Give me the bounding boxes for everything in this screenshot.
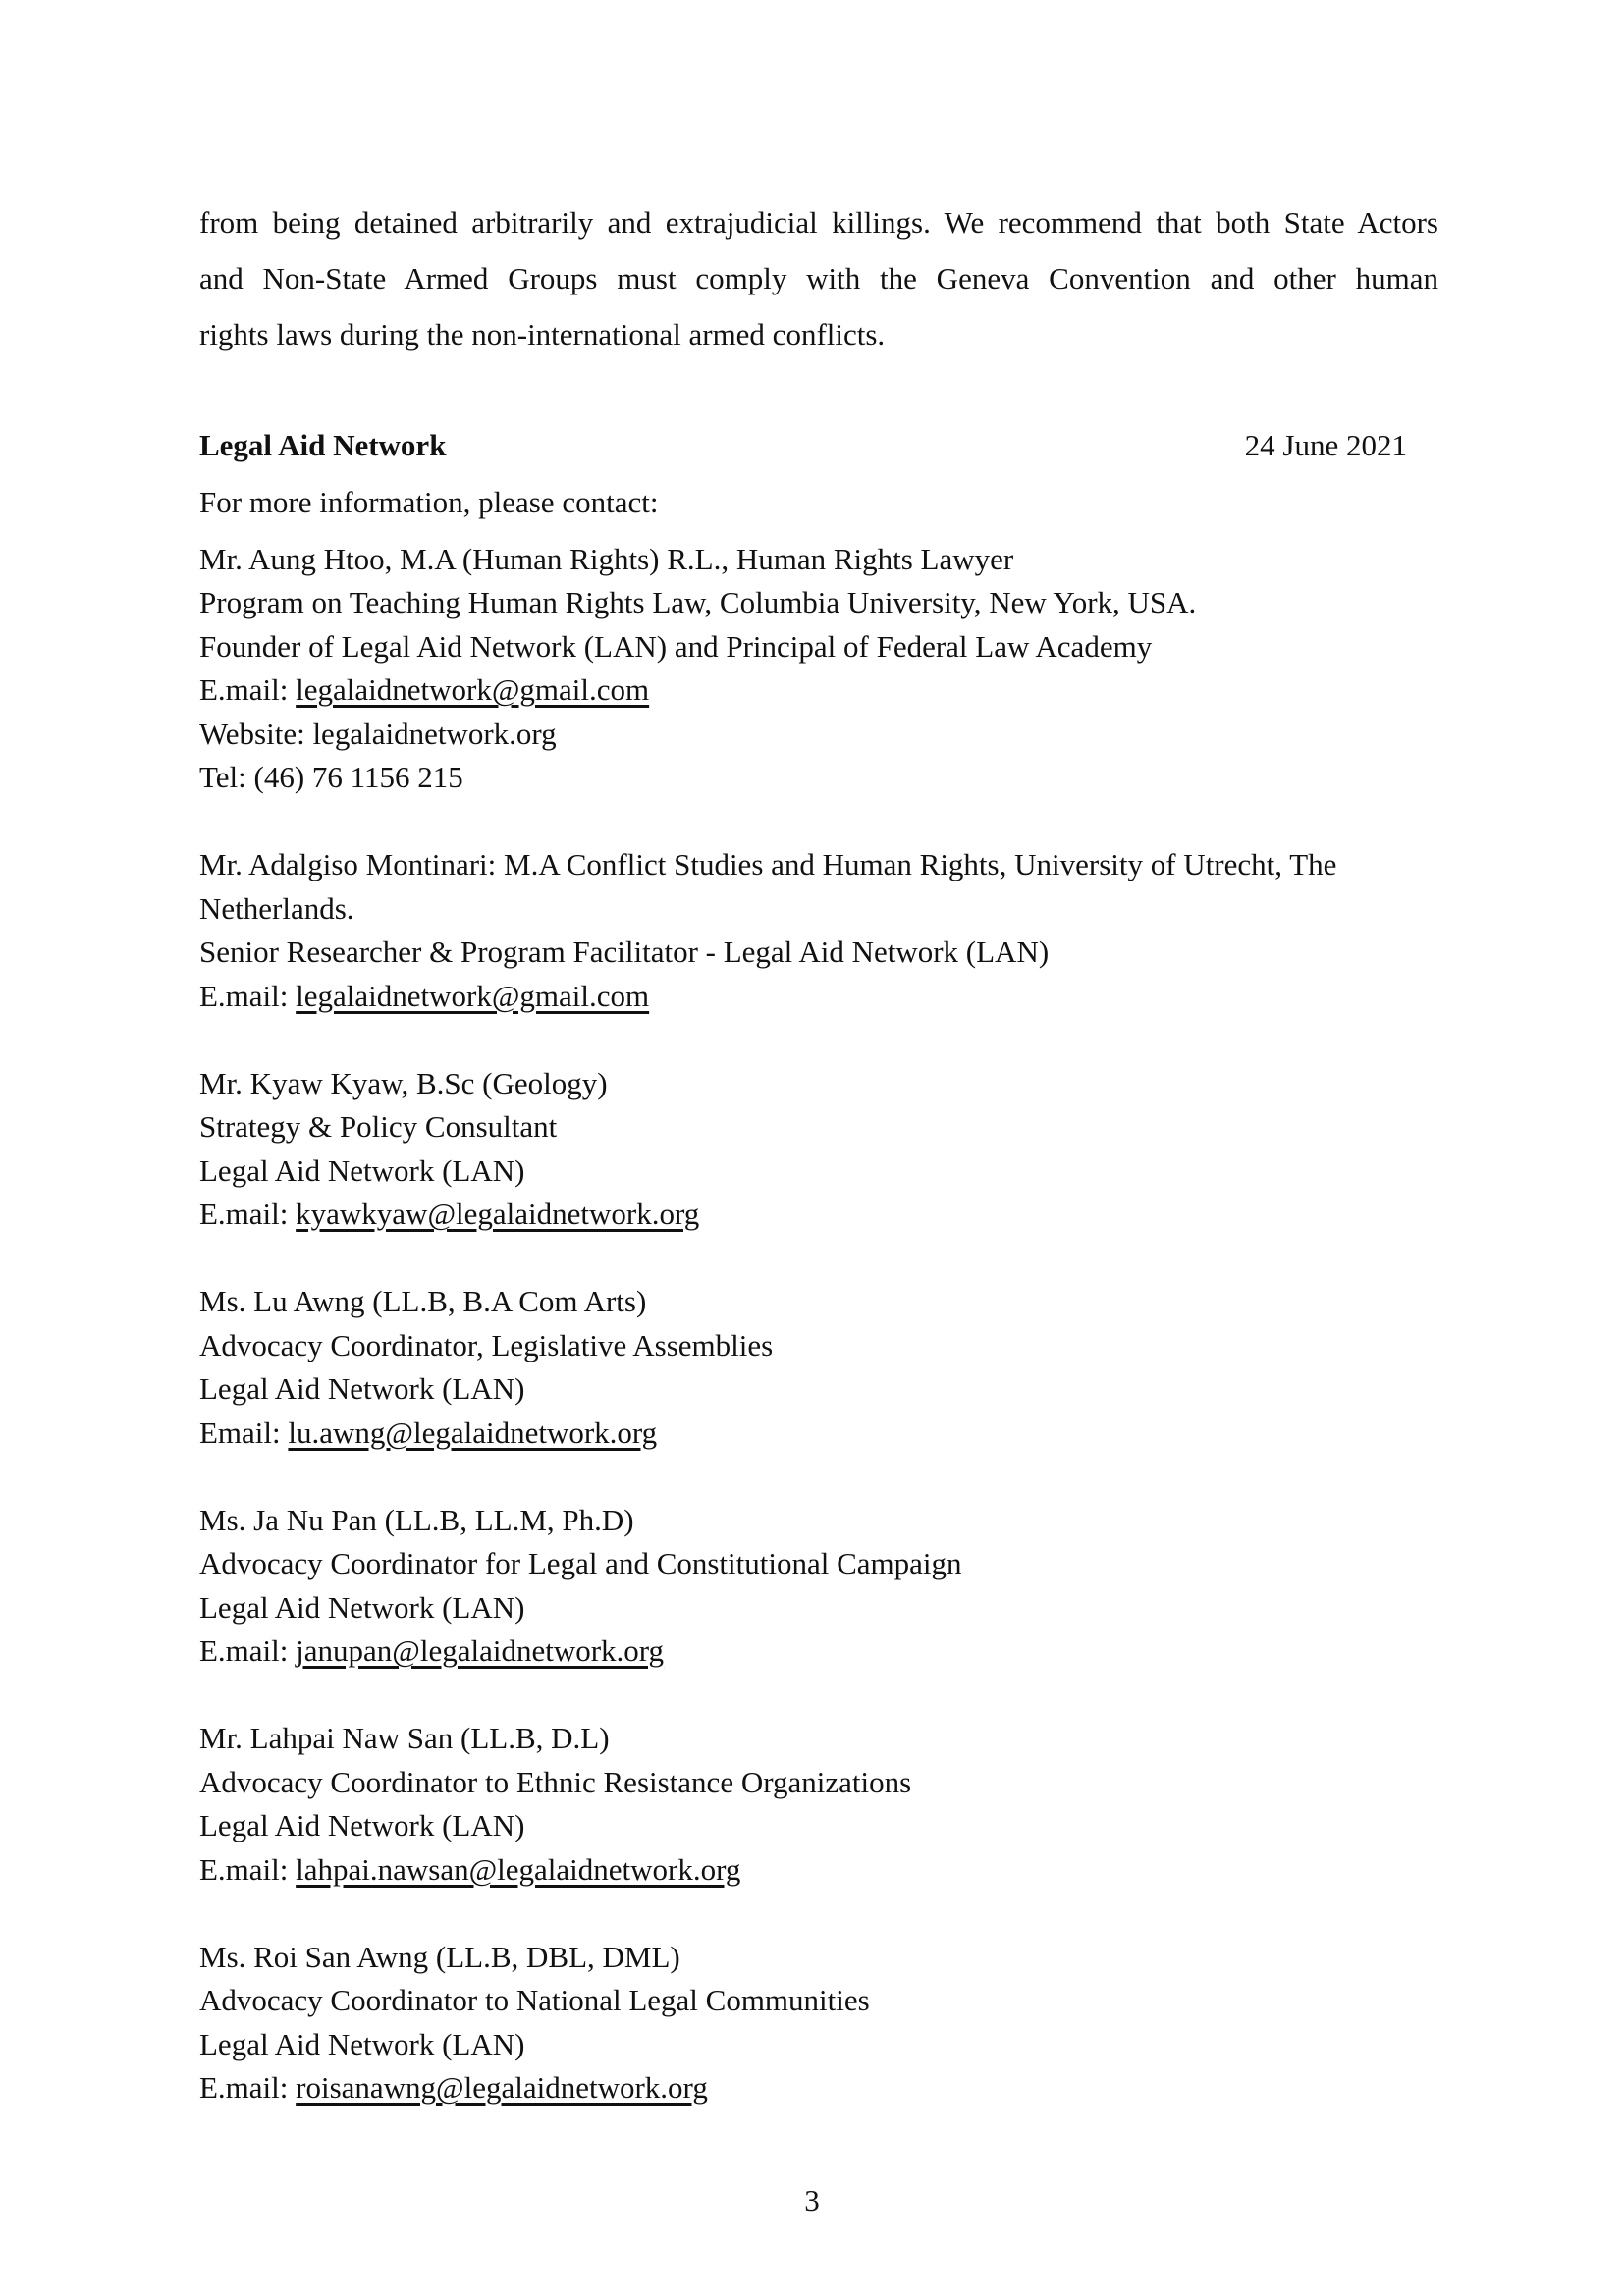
intro-line: and Non-State Armed Groups must comply with the Geneva Convention and other human <box>199 261 1438 295</box>
contact-block <box>199 843 1446 1018</box>
contact-detail: Advocacy Coordinator to National Legal Communities <box>199 1983 870 2017</box>
contact-email-line <box>199 668 1446 713</box>
contact-name: Ms. Ja Nu Pan (LL.B, LL.M, Ph.D) <box>199 1502 634 1537</box>
email-label: E.mail: <box>199 978 297 1013</box>
signature-row <box>199 424 1407 467</box>
contact-detail: Legal Aid Network (LAN) <box>199 1371 525 1406</box>
contact-website: Website: legalaidnetwork.org <box>199 716 557 751</box>
contact-list <box>199 481 1446 2154</box>
contact-detail: Legal Aid Network (LAN) <box>199 2026 525 2061</box>
contact-detail: Netherlands. <box>199 890 354 926</box>
email-link[interactable]: roisanawng@legalaidnetwork.org <box>296 2070 708 2105</box>
contact-block <box>199 1936 1446 2110</box>
intro-paragraph <box>199 194 1438 362</box>
contact-name: Mr. Lahpai Naw San (LL.B, D.L) <box>199 1721 610 1755</box>
page-number: 3 <box>804 2183 820 2217</box>
email-label: E.mail: <box>199 672 297 707</box>
contact-phone: Tel: (46) 76 1156 215 <box>199 760 463 794</box>
email-label: E.mail: <box>199 2070 297 2105</box>
contact-email-line <box>199 2066 1446 2110</box>
contact-detail: Legal Aid Network (LAN) <box>199 1152 525 1188</box>
intro-line: rights laws during the non-international armed conflicts. <box>199 317 886 351</box>
contact-detail: Advocacy Coordinator, Legislative Assemblies <box>199 1327 774 1362</box>
document-date: 24 June 2021 <box>1244 428 1407 462</box>
contact-email-line <box>199 1629 1446 1674</box>
contact-email-line <box>199 1848 1446 1893</box>
contact-block <box>199 1717 1446 1892</box>
email-link[interactable]: janupan@legalaidnetwork.org <box>296 1633 665 1668</box>
contact-name: Mr. Aung Htoo, M.A (Human Rights) R.L., Human Rights Lawyer <box>199 541 1014 576</box>
contact-block <box>199 538 1446 800</box>
email-link[interactable]: legalaidnetwork@gmail.com <box>296 672 650 707</box>
email-link[interactable]: lu.awng@legalaidnetwork.org <box>288 1415 658 1450</box>
contact-name: Mr. Adalgiso Montinari: M.A Conflict Studies and Human Rights, University of Utrecht, The <box>199 847 1337 881</box>
email-label: Email: <box>199 1415 289 1450</box>
contact-detail: Advocacy Coordinator to Ethnic Resistance Organizations <box>199 1764 912 1799</box>
organization-name: Legal Aid Network <box>199 428 447 462</box>
email-link[interactable]: kyawkyaw@legalaidnetwork.org <box>296 1197 700 1231</box>
contact-block <box>199 1499 1446 1674</box>
email-link[interactable]: lahpai.nawsan@legalaidnetwork.org <box>296 1851 741 1887</box>
intro-line: from being detained arbitrarily and extrajudicial killings. We recommend that both State Actors <box>199 205 1438 240</box>
contact-detail: Senior Researcher & Program Facilitator - Legal Aid Network (LAN) <box>199 934 1050 969</box>
contact-detail: Legal Aid Network (LAN) <box>199 1589 525 1625</box>
contact-name: Ms. Roi San Awng (LL.B, DBL, DML) <box>199 1939 680 1974</box>
contact-email-line <box>199 975 1446 1019</box>
contact-intro: For more information, please contact: <box>199 485 659 519</box>
contact-name: Ms. Lu Awng (LL.B, B.A Com Arts) <box>199 1284 647 1318</box>
contact-detail: Advocacy Coordinator for Legal and Constitutional Campaign <box>199 1546 962 1580</box>
contact-detail: Program on Teaching Human Rights Law, Columbia University, New York, USA. <box>199 585 1197 619</box>
email-label: E.mail: <box>199 1197 297 1231</box>
email-link[interactable]: legalaidnetwork@gmail.com <box>296 978 650 1013</box>
contact-block <box>199 1062 1446 1237</box>
contact-detail: Strategy & Policy Consultant <box>199 1109 558 1144</box>
contact-email-line <box>199 1193 1446 1237</box>
contact-email-line <box>199 1412 1446 1456</box>
email-label: E.mail: <box>199 1633 297 1668</box>
contact-detail: Legal Aid Network (LAN) <box>199 1808 525 1842</box>
contact-name: Mr. Kyaw Kyaw, B.Sc (Geology) <box>199 1065 608 1100</box>
email-label: E.mail: <box>199 1851 297 1887</box>
contact-block <box>199 1280 1446 1455</box>
contact-detail: Founder of Legal Aid Network (LAN) and Principal of Federal Law Academy <box>199 628 1153 664</box>
